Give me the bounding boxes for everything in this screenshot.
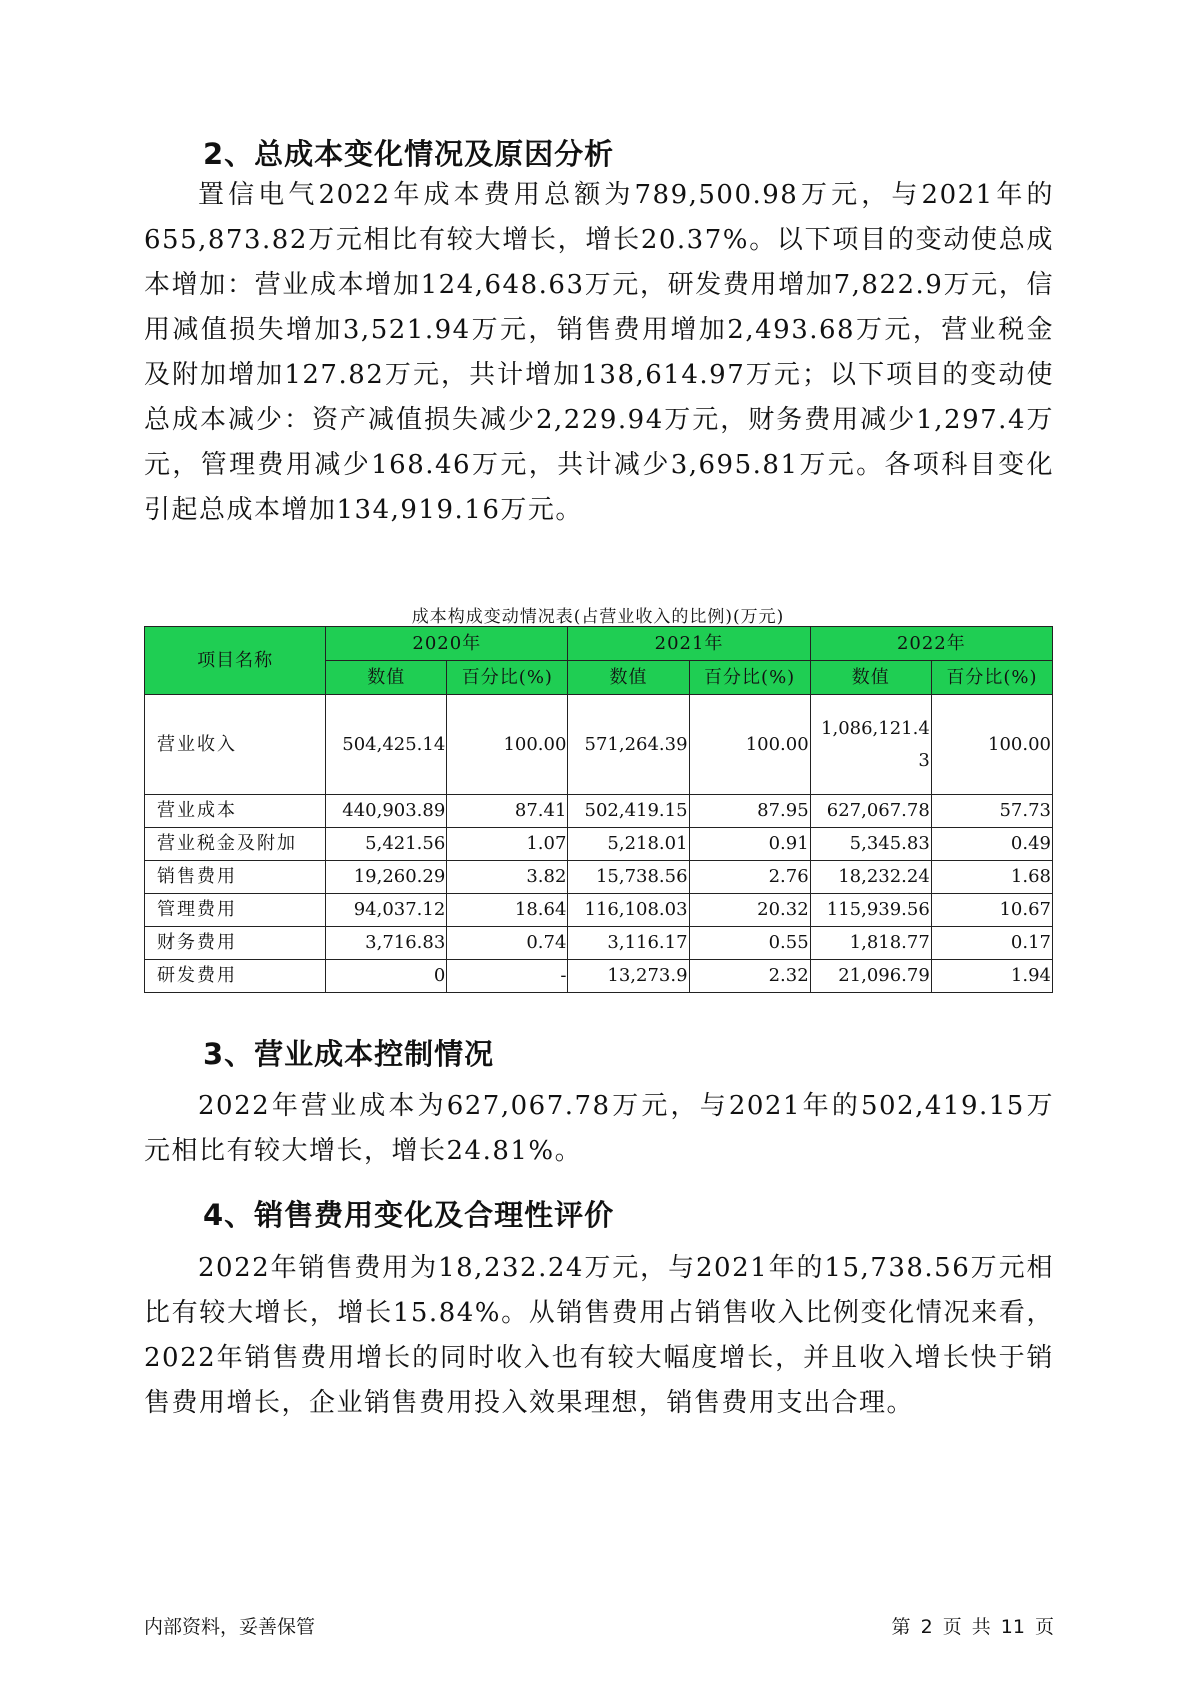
cell-value-2021: 3,116.17 (568, 927, 689, 960)
cell-pct-2022: 100.00 (931, 695, 1052, 795)
cell-pct-2020: 1.07 (447, 828, 568, 861)
header-year-2020: 2020年 (326, 627, 568, 661)
header-value-2020: 数值 (326, 661, 447, 695)
cell-pct-2020: 3.82 (447, 861, 568, 894)
cell-pct-2022: 0.17 (931, 927, 1052, 960)
cell-value-2021: 15,738.56 (568, 861, 689, 894)
cell-pct-2021: 100.00 (689, 695, 810, 795)
section-4-title: 4、销售费用变化及合理性评价 (203, 1198, 615, 1232)
cell-value-2020: 5,421.56 (326, 828, 447, 861)
cell-value-2021: 116,108.03 (568, 894, 689, 927)
section-2-paragraph: 置信电气2022年成本费用总额为789,500.98万元，与2021年的655,873.82万元相比有较大增长，增长20.37%。以下项目的变动使总成本增加：营业成本增加124,648.63万元，研发费用增加7,822.9万元，信用减值损失增加3,521.94万元，销售费用增加2,493.68万元，营业税金及附加增加127.82万元，共计增加138,614.97万元；以下项目的变动使总成本减少：资产减值损失减少2,229.94万元，财务费用减少1,297.4万元，管理费用减少168.46万元，共计减少3,695.81万元。各项科目变化引起总成本增加134,919.16万元。 (144, 180, 1054, 525)
cell-pct-2020: 87.41 (447, 795, 568, 828)
cell-pct-2022: 0.49 (931, 828, 1052, 861)
cell-pct-2020: 0.74 (447, 927, 568, 960)
header-pct-2022: 百分比(%) (931, 661, 1052, 695)
cell-value-2021: 5,218.01 (568, 828, 689, 861)
cell-pct-2022: 1.94 (931, 960, 1052, 993)
table-row (145, 960, 1053, 993)
header-year-2021: 2021年 (568, 627, 810, 661)
row-name: 营业收入 (145, 695, 326, 795)
cell-value-2022: 18,232.24 (810, 861, 931, 894)
row-name: 营业成本 (145, 795, 326, 828)
cell-value-2020: 440,903.89 (326, 795, 447, 828)
row-name: 管理费用 (145, 894, 326, 927)
cell-value-2021: 571,264.39 (568, 695, 689, 795)
table-caption: 成本构成变动情况表(占营业收入的比例)(万元) (411, 607, 785, 627)
cell-pct-2021: 87.95 (689, 795, 810, 828)
cell-value-2022: 5,345.83 (810, 828, 931, 861)
section-4-paragraph: 2022年销售费用为18,232.24万元，与2021年的15,738.56万元相比有较大增长，增长15.84%。从销售费用占销售收入比例变化情况来看，2022年销售费用增长的同时收入也有较大幅度增长，并且收入增长快于销售费用增长，企业销售费用投入效果理想，销售费用支出合理。 (144, 1253, 1054, 1418)
cell-pct-2021: 20.32 (689, 894, 810, 927)
header-pct-2021: 百分比(%) (689, 661, 810, 695)
cell-pct-2020: 18.64 (447, 894, 568, 927)
cell-pct-2022: 10.67 (931, 894, 1052, 927)
section-3-title: 3、营业成本控制情况 (203, 1037, 495, 1071)
cost-structure-table (144, 626, 1053, 993)
cell-pct-2020: 100.00 (447, 695, 568, 795)
footer-confidential-note: 内部资料，妥善保管 (144, 1616, 316, 1638)
table-row (145, 894, 1053, 927)
table-row (145, 927, 1053, 960)
row-name: 销售费用 (145, 861, 326, 894)
cell-value-2022: 1,818.77 (810, 927, 931, 960)
cell-pct-2020: - (447, 960, 568, 993)
table-row (145, 861, 1053, 894)
section-3-paragraph: 2022年营业成本为627,067.78万元，与2021年的502,419.15万元相比有较大增长，增长24.81%。 (144, 1091, 1054, 1166)
row-name: 研发费用 (145, 960, 326, 993)
cell-pct-2021: 0.91 (689, 828, 810, 861)
cell-pct-2021: 2.76 (689, 861, 810, 894)
cell-pct-2022: 57.73 (931, 795, 1052, 828)
table-row (145, 795, 1053, 828)
cell-pct-2021: 0.55 (689, 927, 810, 960)
cell-value-2020: 19,260.29 (326, 861, 447, 894)
section-2-title: 2、总成本变化情况及原因分析 (203, 137, 615, 171)
cell-value-2022: 21,096.79 (810, 960, 931, 993)
cell-value-2021: 502,419.15 (568, 795, 689, 828)
cell-value-2020: 3,716.83 (326, 927, 447, 960)
header-value-2022: 数值 (810, 661, 931, 695)
header-pct-2020: 百分比(%) (447, 661, 568, 695)
cell-value-2022: 1,086,121.43 (810, 695, 931, 795)
cell-pct-2022: 1.68 (931, 861, 1052, 894)
cell-value-2022: 115,939.56 (810, 894, 931, 927)
cell-pct-2021: 2.32 (689, 960, 810, 993)
cell-value-2021: 13,273.9 (568, 960, 689, 993)
row-name: 营业税金及附加 (145, 828, 326, 861)
header-item-name: 项目名称 (145, 627, 326, 695)
cell-value-2020: 0 (326, 960, 447, 993)
row-name: 财务费用 (145, 927, 326, 960)
cell-value-2022: 627,067.78 (810, 795, 931, 828)
cell-value-2020: 94,037.12 (326, 894, 447, 927)
header-year-2022: 2022年 (810, 627, 1052, 661)
footer-page-number: 第 2 页 共 11 页 (891, 1616, 1054, 1638)
cell-value-2020: 504,425.14 (326, 695, 447, 795)
table-row (145, 828, 1053, 861)
table-row (145, 695, 1053, 795)
header-value-2021: 数值 (568, 661, 689, 695)
